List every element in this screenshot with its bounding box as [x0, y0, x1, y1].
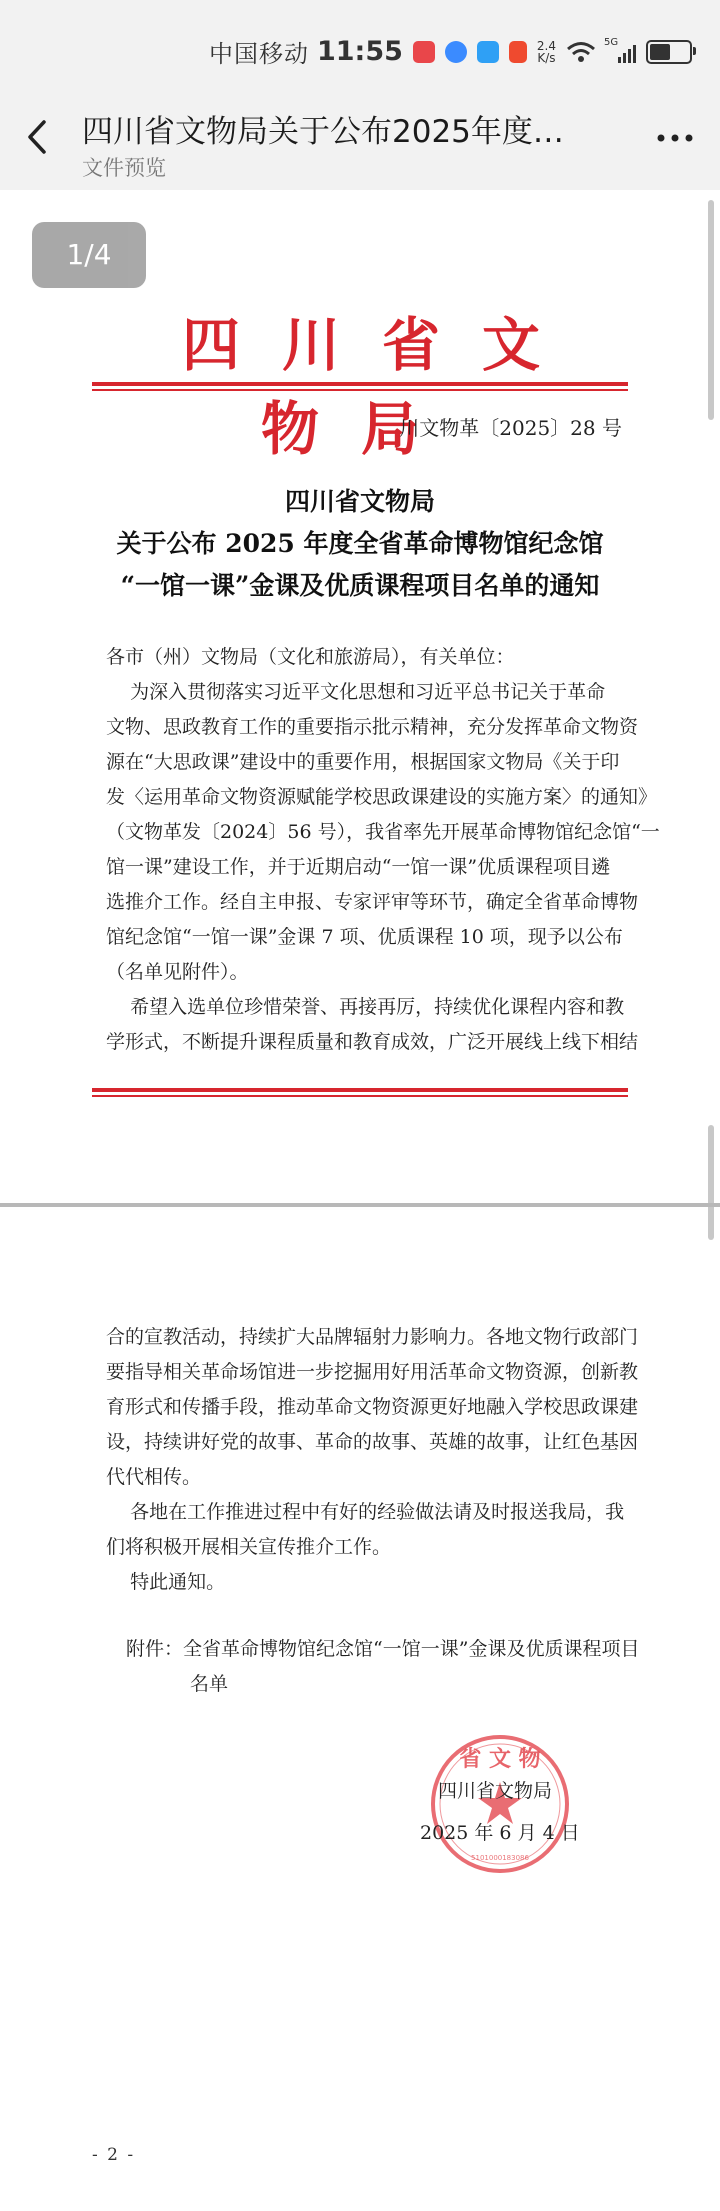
- scrollbar-thumb-secondary[interactable]: [708, 1125, 714, 1240]
- attachment-label: 附件：: [126, 1638, 184, 1660]
- notification-icon: [509, 41, 527, 63]
- attachment-block: [126, 1632, 646, 1702]
- clock: 11:55: [316, 36, 403, 67]
- text-line: 合的宣教活动，持续扩大品牌辐射力影响力。各地文物行政部门: [106, 1326, 639, 1348]
- text-line: 特此通知。: [106, 1571, 226, 1593]
- red-rule: [92, 382, 628, 386]
- attachment-line-2: 名单: [190, 1673, 229, 1695]
- text-line: 育形式和传播手段，推动革命文物资源更好地融入学校思政课建: [106, 1396, 639, 1418]
- document-title-line-2: 关于公布 2025 年度全省革命博物馆纪念馆: [116, 529, 604, 558]
- text-line: 为深入贯彻落实习近平文化思想和习近平总书记关于革命: [106, 681, 606, 703]
- text-line: 馆纪念馆“一馆一课”金课 7 项、优质课程 10 项，现予以公布: [106, 926, 623, 948]
- red-rule-bottom: [92, 1088, 628, 1092]
- app-notification-icon: [413, 41, 435, 63]
- text-line: 代代相传。: [106, 1466, 202, 1488]
- page-indicator: 1/4: [32, 222, 146, 288]
- svg-text:省 文 物: 省 文 物: [459, 1746, 541, 1772]
- scrollbar-thumb[interactable]: [708, 200, 714, 420]
- official-seal: [428, 1732, 572, 1876]
- text-line: 们将积极开展相关宣传推介工作。: [106, 1536, 392, 1558]
- signature-date: 2025 年 6 月 4 日: [420, 1822, 580, 1844]
- chat-app-icon: [477, 41, 499, 63]
- text-line: 希望入选单位珍惜荣誉、再接再厉，持续优化课程内容和教: [106, 996, 625, 1018]
- document-title-line-3: “一馆一课”金课及优质课程项目名单的通知: [120, 571, 600, 600]
- red-header: 四川省文物局: [181, 311, 582, 463]
- more-button[interactable]: [652, 116, 698, 156]
- text-line: 各市（州）文物局（文化和旅游局），有关单位：: [106, 646, 515, 668]
- document-number: 川文物革〔2025〕28 号: [399, 416, 622, 440]
- page-title: 四川省文物局关于公布2025年度…: [82, 114, 564, 150]
- network-speed: 2.4 K/s: [536, 38, 556, 65]
- network-type: 5G: [604, 36, 619, 48]
- text-line: 各地在工作推进过程中有好的经验做法请及时报送我局，我: [106, 1501, 625, 1523]
- text-line: 发〈运用革命文物资源赋能学校思政课建设的实施方案〉的通知》: [106, 786, 658, 808]
- svg-text:5101000183086: 5101000183086: [471, 1854, 529, 1862]
- document-title-line-1: 四川省文物局: [284, 487, 435, 516]
- document-viewer[interactable]: [0, 190, 720, 2211]
- status-bar: [0, 0, 720, 86]
- carrier-name: 中国移动: [208, 40, 309, 68]
- body-text-page-1: [106, 640, 660, 1060]
- text-line: 设，持续讲好党的故事、革命的故事、英雄的故事，让红色基因: [106, 1431, 639, 1453]
- text-line: 学形式，不断提升课程质量和教育成效，广泛开展线上线下相结: [106, 1031, 639, 1053]
- text-line: 源在“大思政课”建设中的重要作用，根据国家文物局《关于印: [106, 751, 620, 773]
- text-line: 馆一课”建设工作，并于近期启动“一馆一课”优质课程项目遴: [106, 856, 611, 878]
- page-separator: [0, 1203, 720, 1207]
- chevron-left-icon: [18, 112, 58, 162]
- signature-org: 四川省文物局: [438, 1780, 553, 1802]
- text-line: 要指导相关革命场馆进一步挖掘用好用活革命文物资源，创新教: [106, 1361, 639, 1383]
- status-icons: [209, 34, 692, 69]
- text-line: （文物革发〔2024〕56 号），我省率先开展革命博物馆纪念馆“一: [106, 821, 660, 843]
- more-dots-icon: [652, 116, 698, 156]
- text-line: （名单见附件）。: [106, 961, 249, 983]
- battery-icon: [646, 40, 692, 64]
- text-line: 选推介工作。经自主申报、专家评审等环节，确定全省革命博物: [106, 891, 639, 913]
- wifi-icon: [566, 41, 596, 63]
- shield-icon: [445, 41, 467, 63]
- back-button[interactable]: [18, 112, 58, 162]
- attachment-line-1: 附件：全省革命博物馆纪念馆“一馆一课”金课及优质课程项目: [126, 1638, 640, 1660]
- app-header: [0, 86, 720, 190]
- red-rule-thin: [92, 389, 628, 391]
- page-subtitle: 文件预览: [82, 156, 166, 180]
- red-rule-bottom-thin: [92, 1095, 628, 1097]
- body-text-page-2: [106, 1320, 646, 1600]
- text-line: 文物、思政教育工作的重要指示批示精神，充分发挥革命文物资: [106, 716, 639, 738]
- signal-icon: [604, 36, 636, 63]
- page-number: - 2 -: [92, 2145, 136, 2165]
